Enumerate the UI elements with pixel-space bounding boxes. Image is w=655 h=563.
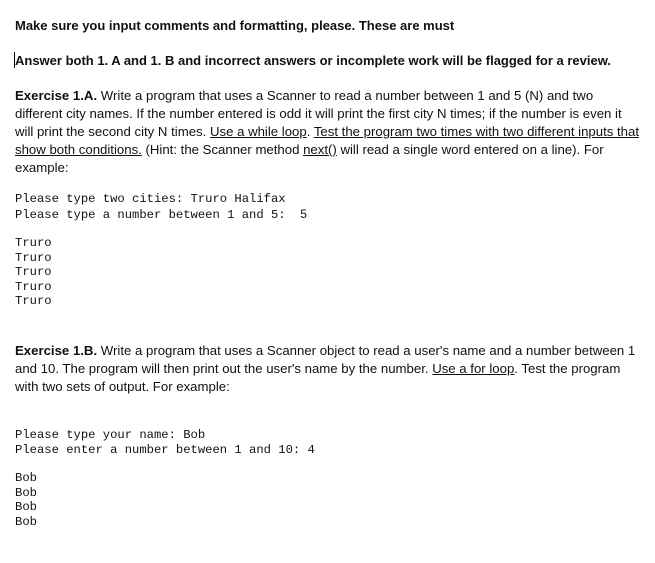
exercise-a-text-3: (Hint: the Scanner method	[141, 142, 304, 157]
exercise-b-paragraph	[15, 342, 640, 396]
exercise-b-prompts	[15, 428, 315, 457]
exercise-a-prompts	[15, 192, 307, 222]
output-line: Truro	[15, 236, 52, 250]
output-line: Truro	[15, 250, 52, 265]
exercise-b-prompt-1: Please type your name: Bob	[15, 428, 206, 442]
exercise-a-test-instruction: Test the program two times with two different inputs that show both conditions.	[15, 124, 640, 157]
output-line: Truro	[15, 279, 52, 294]
output-line: Truro	[15, 294, 52, 309]
instruction-line-2: Answer both 1. A and 1. B and incorrect answers or incomplete work will be flagged for a review.	[15, 53, 611, 68]
output-line: Bob	[15, 485, 37, 500]
exercise-a-text-1: Write a program that uses a Scanner to read a number between 1 and 5 (N) and two different city names. If the number entered is odd it will print the first city N times; if the number is even it will print the second city N times.	[15, 88, 622, 139]
exercise-a-output	[15, 236, 52, 309]
exercise-b-for-loop: Use a for loop	[432, 361, 515, 376]
exercise-a-prompt-1: Please type two cities: Truro Halifax	[15, 192, 286, 206]
exercise-a-while-loop: Use a while loop	[209, 124, 307, 139]
exercise-a-prompt-2: Please type a number between 1 and 5: 5	[15, 206, 307, 222]
exercise-b-heading: Exercise 1.B.	[15, 343, 98, 358]
exercise-b-output	[15, 471, 37, 529]
output-line: Truro	[15, 265, 52, 280]
output-line: Bob	[15, 514, 37, 529]
exercise-a-next-method: next()	[303, 142, 337, 157]
exercise-b-text-2: . Test the program with two sets of output. For example:	[15, 361, 621, 394]
exercise-a-heading: Exercise 1.A.	[15, 88, 98, 103]
exercise-a-text-4: will read a single word entered on a line). For example:	[15, 142, 604, 175]
exercise-a-text-2: .	[306, 124, 314, 139]
exercise-b-prompt-2: Please enter a number between 1 and 10: 4	[15, 442, 315, 457]
exercise-b-text-1: Write a program that uses a Scanner object to read a user's name and a number between 1 and 10. The program will then print out the user's name by the number.	[15, 343, 636, 376]
output-line: Bob	[15, 471, 37, 485]
output-line: Bob	[15, 500, 37, 515]
exercise-a-paragraph	[15, 87, 640, 177]
exercise-a-input-value: 5	[300, 206, 307, 221]
instruction-line-1: Make sure you input comments and formatting, please. These are must	[15, 18, 455, 33]
